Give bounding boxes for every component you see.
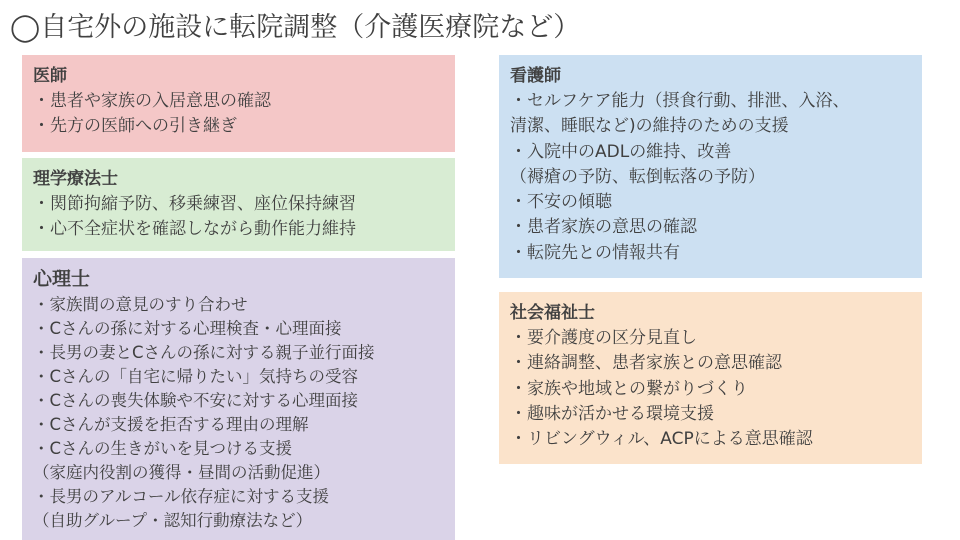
- nurse-item: （褥瘡の予防、転倒転落の予防）: [510, 166, 765, 187]
- psychologist-item: ・長男の妻とCさんの孫に対する親子並行面接: [33, 343, 375, 362]
- psychologist-heading: 心理士: [33, 268, 91, 290]
- social-worker-item: ・趣味が活かせる環境支援: [510, 403, 714, 424]
- psychologist-item: ・Cさんが支援を拒否する理由の理解: [33, 415, 309, 434]
- nurse-item: ・患者家族の意思の確認: [510, 217, 697, 238]
- psychologist-item: （家庭内役割の獲得・昼間の活動促進）: [33, 463, 330, 482]
- social-worker-item: ・家族や地域との繋がりづくり: [510, 378, 748, 399]
- doctor-item: ・患者や家族の入居意思の確認: [33, 91, 271, 111]
- psychologist-item: ・Cさんの生きがいを見つける支援: [33, 439, 293, 458]
- psychologist-item: ・家族間の意見のすり合わせ: [33, 295, 248, 314]
- nurse-item: ・転院先との情報共有: [510, 242, 680, 263]
- doctor-heading: 医師: [33, 66, 67, 86]
- physical-therapist-heading: 理学療法士: [33, 169, 118, 189]
- nurse-item: 清潔、睡眠など)の維持のための支援: [510, 116, 789, 137]
- doctor-item: ・先方の医師への引き継ぎ: [33, 116, 237, 136]
- psychologist-item: ・Cさんの「自宅に帰りたい」気持ちの受容: [33, 367, 359, 386]
- social-worker-item: ・リビングウィル、ACPによる意思確認: [510, 429, 813, 450]
- nurse-item: ・不安の傾聴: [510, 192, 612, 213]
- nurse-list: [510, 89, 912, 266]
- social-worker-heading: 社会福祉士: [510, 303, 595, 323]
- physical-therapist-item: ・関節拘縮予防、移乗練習、座位保持練習: [33, 194, 356, 214]
- slide-title: ◯自宅外の施設に転院調整（介護医療院など）: [10, 12, 581, 43]
- nurse-item: ・セルフケア能力（摂食行動、排泄、入浴、: [510, 91, 850, 111]
- physical-therapist-item: ・心不全症状を確認しながら動作能力維持: [33, 219, 356, 239]
- psychologist-list: [33, 293, 445, 533]
- psychologist-item: ・長男のアルコール依存症に対する支援: [33, 487, 330, 506]
- social-worker-box: [499, 292, 922, 464]
- social-worker-list: [510, 326, 912, 452]
- nurse-item: ・入院中のADLの維持、改善: [510, 141, 732, 162]
- psychologist-item: ・Cさんの喪失体験や不安に対する心理面接: [33, 391, 359, 410]
- nurse-heading: 看護師: [510, 66, 561, 86]
- social-worker-item: ・連絡調整、患者家族との意思確認: [510, 353, 782, 374]
- psychologist-item: （自助グループ・認知行動療法など）: [33, 511, 313, 530]
- physical-therapist-list: [33, 192, 445, 242]
- psychologist-item: ・Cさんの孫に対する心理検査・心理面接: [33, 319, 342, 338]
- nurse-box: [499, 55, 922, 278]
- psychologist-box: [22, 258, 455, 540]
- doctor-box: [22, 55, 455, 152]
- doctor-list: [33, 89, 445, 139]
- social-worker-item: ・要介護度の区分見直し: [510, 328, 697, 348]
- physical-therapist-box: [22, 158, 455, 251]
